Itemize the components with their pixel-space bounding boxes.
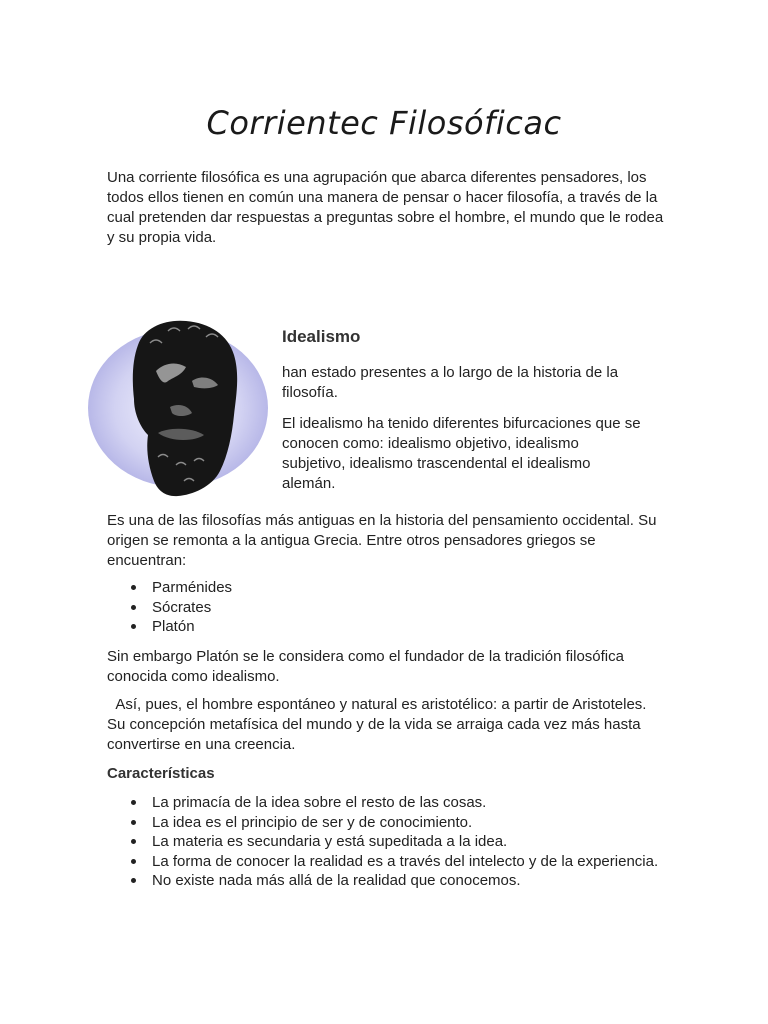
list-item: La idea es el principio de ser y de conocimiento. [107,813,658,833]
list-item: No existe nada más allá de la realidad que conocemos. [107,871,658,891]
origin-paragraph: Es una de las filosofías más antiguas en la historia del pensamiento occidental. Su origen se remonta a la antigua Grecia. Entre otros pensadores griegos se encuentran: [107,512,657,569]
list-item: La primacía de la idea sobre el resto de las cosas. [107,793,658,813]
caracteristicas-heading: Características [107,765,215,782]
aristotle-paragraph: Así, pues, el hombre espontáneo y natural es aristotélico: a partir de Aristoteles. Su concepción metafísica del mundo y de la vida se arraiga cada vez más hasta convertirse en una creencia. [107,696,651,753]
plato-paragraph: Sin embargo Platón se le considera como el fundador de la tradición filosófica conocida como idealismo. [107,648,629,685]
list-item: La forma de conocer la realidad es a través del intelecto y de la experiencia. [107,852,658,872]
page-title: Corrientec Filosóficac [206,104,562,142]
list-item: Parménides [107,578,232,598]
thinkers-list [107,578,232,637]
plato-bust-image [88,315,274,499]
idealismo-heading: Idealismo [282,327,361,346]
idealismo-paragraph-2: El idealismo ha tenido diferentes bifurcaciones que se conocen como: idealismo objetivo, idealismo subjetivo, idealismo trascendental el idealismo alemán. [282,415,641,492]
intro-paragraph: Una corriente filosófica es una agrupación que abarca diferentes pensadores, los todos ellos tienen en común una manera de pensar o hacer filosofía, a través de la cual pretenden dar respuestas a preguntas sobre el hombre, el mundo que le rodea y su propia vida. [107,169,664,246]
list-item: Sócrates [107,598,232,618]
caracteristicas-list [107,793,658,891]
list-item: La materia es secundaria y está supeditada a la idea. [107,832,658,852]
list-item: Platón [107,617,232,637]
idealismo-paragraph-1: han estado presentes a lo largo de la historia de la filosofía. [282,364,619,401]
